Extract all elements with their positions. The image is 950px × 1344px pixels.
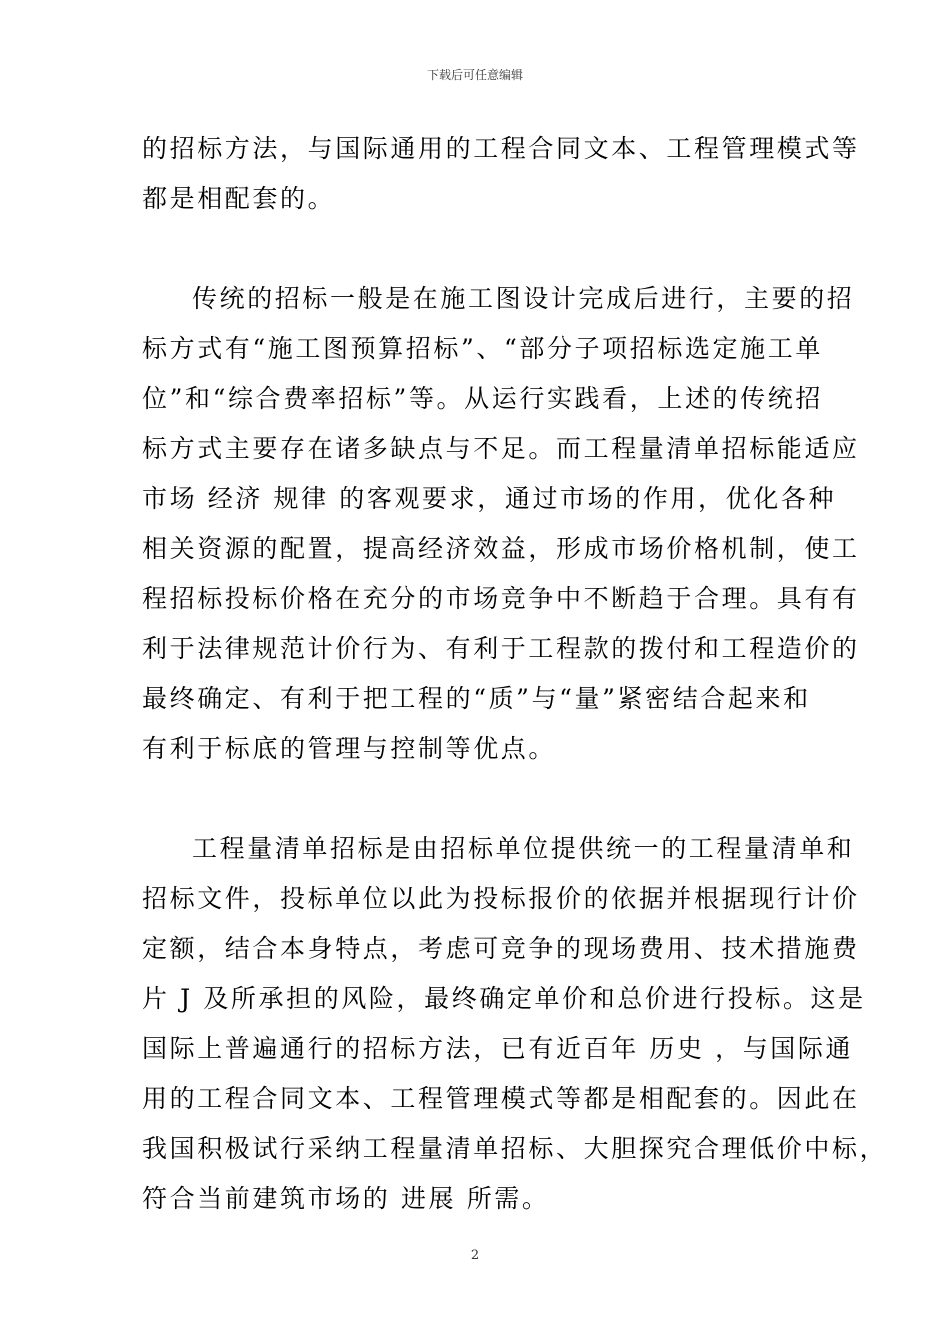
paragraph-3-line-7: 我国积极试行采纳工程量清单招标、大胆探究合理低价中标， [142, 1134, 888, 1163]
paragraph-3-line-2: 招标文件，投标单位以此为投标报价的依据并根据现行计价 [142, 884, 860, 913]
paragraph-2-line-5: 市场 经济 规律 的客观要求，通过市场的作用，优化各种 [142, 484, 837, 513]
paragraph-2-line-4: 标方式主要存在诸多缺点与不足。而工程量清单招标能适应 [142, 434, 860, 463]
paragraph-3-line-4: 片 J 及所承担的风险，最终确定单价和总价进行投标。这是 [142, 984, 866, 1013]
paragraph-2-line-2: 标方式有“施工图预算招标”、“部分子项招标选定施工单 [142, 334, 823, 363]
paragraph-1-line-2: 都是相配套的。 [142, 184, 336, 213]
paragraph-2-line-7: 程招标投标价格在充分的市场竞争中不断趋于合理。具有有 [142, 584, 860, 613]
paragraph-2-line-10: 有利于标底的管理与控制等优点。 [142, 734, 557, 763]
paragraph-3-line-6: 用的工程合同文本、工程管理模式等都是相配套的。因此在 [142, 1084, 860, 1113]
paragraph-3-line-3: 定额，结合本身特点，考虑可竞争的现场费用、技术措施费 [142, 934, 860, 963]
paragraph-3-line-1: 工程量清单招标是由招标单位提供统一的工程量清单和 [192, 834, 855, 863]
paragraph-2-line-9: 最终确定、有利于把工程的“质”与“量”紧密结合起来和 [142, 684, 811, 713]
paragraph-2-line-8: 利于法律规范计价行为、有利于工程款的拨付和工程造价的 [142, 634, 860, 663]
paragraph-2-line-1: 传统的招标一般是在施工图设计完成后进行，主要的招 [192, 284, 855, 313]
paragraph-3-line-8: 符合当前建筑市场的 进展 所需。 [142, 1184, 550, 1213]
paragraph-2-line-3: 位”和“综合费率招标”等。从运行实践看，上述的传统招 [142, 384, 823, 413]
header-note: 下载后可任意编辑 [426, 68, 523, 82]
paragraph-2-line-6: 相关资源的配置，提高经济效益，形成市场价格机制，使工 [142, 534, 860, 563]
paragraph-1-line-1: 的招标方法，与国际通用的工程合同文本、工程管理模式等 [142, 134, 860, 163]
paragraph-3-line-5: 国际上普遍通行的招标方法，已有近百年 历史 ，与国际通 [142, 1034, 854, 1063]
page-number: 2 [470, 1248, 480, 1263]
